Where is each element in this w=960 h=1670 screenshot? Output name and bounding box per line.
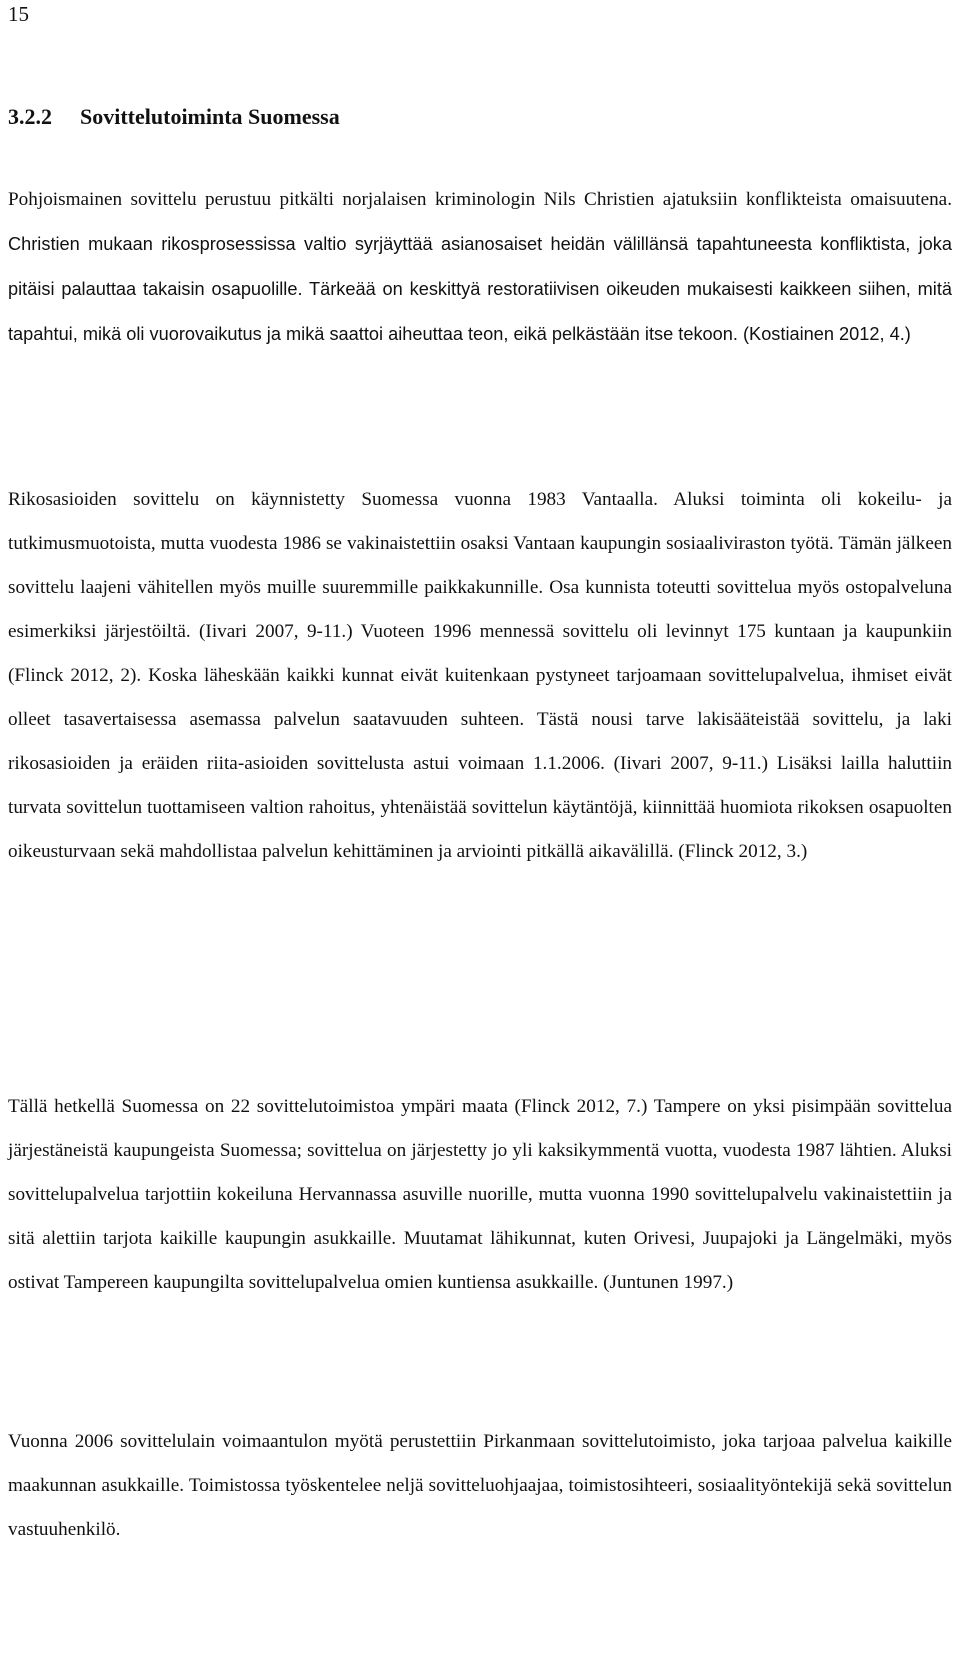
paragraph-1-sans: Christien mukaan rikosprosessissa valtio syrjäyttää asianosaiset heidän välillänsä tapahtuneesta konfliktista, joka pitäisi palauttaa takaisin osapuolille. Tärkeää on keskittyä restoratiivisen oikeuden mukaisesti kaikkeen siihen, mitä tapahtui, mikä oli vuorovaikutus ja mikä saattoi aiheuttaa teon, eikä pelkästään itse tekoon. (Kostiainen 2012, 4.) bbox=[8, 234, 952, 344]
section-title: Sovittelutoiminta Suomessa bbox=[80, 104, 340, 129]
page-number: 15 bbox=[8, 2, 29, 26]
paragraph-3: Tällä hetkellä Suomessa on 22 sovittelutoimistoa ympäri maata (Flinck 2012, 7.) Tampere on yksi pisimpään sovittelua järjestäneistä kaupungeista Suomessa; sovittelua on järjestetty jo yli kaksikymmentä vuotta, vuodesta 1987 lähtien. Aluksi sovittelupalvelua tarjottiin kokeiluna Hervannassa asuville nuorille, mutta vuonna 1990 sovittelupalvelu vakinaistettiin ja sitä alettiin tarjota kaikille kaupungin asukkaille. Muutamat lähikunnat, kuten Orivesi, Juupajoki ja Längelmäki, myös ostivat Tampereen kaupungilta sovittelupalvelua omien kuntiensa asukkaille. (Juntunen 1997.) bbox=[8, 1096, 952, 1293]
paragraph-1 bbox=[8, 178, 952, 357]
section-number: 3.2.2 bbox=[8, 104, 52, 129]
paragraph-2: Rikosasioiden sovittelu on käynnistetty Suomessa vuonna 1983 Vantaalla. Aluksi toiminta oli kokeilu- ja tutkimusmuotoista, mutta vuodesta 1986 se vakinaistettiin osaksi Vantaan kaupungin sosiaaliviraston työtä. Tämän jälkeen sovittelu laajeni vähitellen myös muille suuremmille paikkakunnille. Osa kunnista toteutti sovittelua myös ostopalveluna esimerkiksi järjestöiltä. (Iivari 2007, 9-11.) Vuoteen 1996 mennessä sovittelu oli levinnyt 175 kuntaan ja kaupunkiin (Flinck 2012, 2). Koska läheskään kaikki kunnat eivät kuitenkaan pystyneet tarjoamaan sovittelupalvelua, ihmiset eivät olleet tasavertaisessa asemassa palvelun saatavuuden suhteen. Tästä nousi tarve lakisääteistää sovittelu, ja laki rikosasioiden ja eräiden riita-asioiden sovittelusta astui voimaan 1.1.2006. (Iivari 2007, 9-11.) Lisäksi lailla haluttiin turvata sovittelun tuottamiseen valtion rahoitus, yhtenäistää sovittelun käytäntöjä, kiinnittää huomiota rikoksen osapuolten oikeusturvaan sekä mahdollistaa palvelun kehittäminen ja arviointi pitkällä aikavälillä. (Flinck 2012, 3.) bbox=[8, 489, 952, 862]
paragraph-4: Vuonna 2006 sovittelulain voimaantulon myötä perustettiin Pirkanmaan sovittelutoimisto, joka tarjoaa palvelua kaikille maakunnan asukkaille. Toimistossa työskentelee neljä sovitteluohjaajaa, toimistosihteeri, sosiaalityöntekijä sekä sovittelun vastuuhenkilö. bbox=[8, 1431, 952, 1540]
paragraph-1-serif: Pohjoismainen sovittelu perustuu pitkälti norjalaisen kriminologin Nils Christien ajatuksiin konflikteista omaisuutena. bbox=[8, 189, 952, 210]
section-heading bbox=[8, 104, 340, 130]
